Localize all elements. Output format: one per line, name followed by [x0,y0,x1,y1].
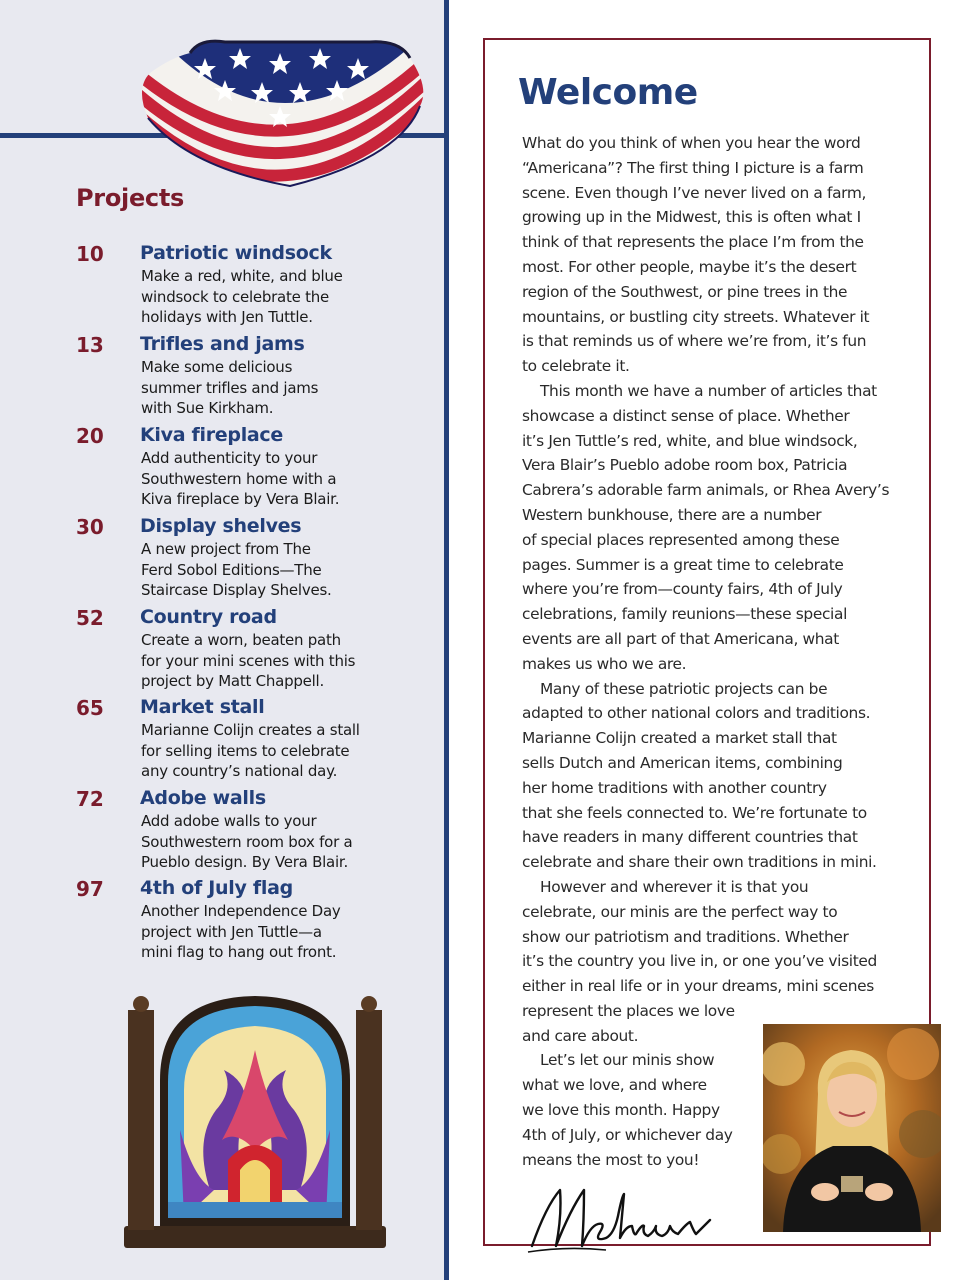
project-description: A new project from The Ferd Sobol Editions—The Staircase Display Shelves. [141,540,332,599]
project-description: Another Independence Day project with Jen Tuttle—a mini flag to hang out front. [141,902,341,961]
letter-line: and care about. [522,1026,639,1045]
letter-line: represent the places we love [522,1001,735,1020]
letter-line: 4th of July, or whichever day [522,1125,733,1144]
project-description: Marianne Colijn creates a stall for selling items to celebrate any country’s national day. [141,721,360,780]
project-page-number: 10 [76,242,104,266]
letter-line: it’s the country you live in, or one you’ve visited [522,952,877,971]
letter-line: what we love, and where [522,1076,707,1095]
project-title: Market stall [140,696,265,718]
letter-line: makes us who we are. [522,654,687,673]
letter-line: that she feels connected to. We’re fortunate to [522,803,867,822]
letter-line: events are all part of that Americana, what [522,629,839,648]
letter-line: showcase a distinct sense of place. Whether [522,406,850,425]
letter-line: What do you think of when you hear the word [522,134,861,152]
flag-bunting-icon [130,18,430,188]
letter-line: to celebrate it. [522,357,630,376]
project-description: Add authenticity to your Southwestern home with a Kiva fireplace by Vera Blair. [141,449,340,508]
stained-glass-screen-icon [124,990,386,1248]
project-page-number: 13 [76,333,104,357]
project-page-number: 20 [76,424,104,448]
project-page-number: 72 [76,787,104,811]
projects-heading: Projects [76,184,185,212]
letter-line: Vera Blair’s Pueblo adobe room box, Patricia [522,456,848,475]
letter-line: we love this month. Happy [522,1101,720,1120]
letter-line: Let’s let our minis show [540,1051,715,1070]
project-description: Add adobe walls to your Southwestern room box for a Pueblo design. By Vera Blair. [141,812,353,871]
project-page-number: 97 [76,877,104,901]
project-page-number: 65 [76,696,104,720]
letter-line: think of that represents the place I’m from the [522,233,864,252]
project-title: 4th of July flag [140,877,293,899]
letter-line: pages. Summer is a great time to celebrate [522,555,844,574]
letter-line: show our patriotism and traditions. Whether [522,927,849,946]
welcome-heading: Welcome [518,72,698,113]
letter-line: Many of these patriotic projects can be [540,679,828,698]
project-description: Make some delicious summer trifles and jams with Sue Kirkham. [141,358,319,417]
project-page-number: 30 [76,515,104,539]
letter-line: Cabrera’s adorable farm animals, or Rhea Avery’s [522,481,890,500]
project-page-number: 52 [76,606,104,630]
signature-melissa [526,1176,716,1258]
project-description: Make a red, white, and blue windsock to celebrate the holidays with Jen Tuttle. [141,267,343,326]
letter-line: either in real life or in your dreams, mini scenes [522,977,874,996]
letter-line: most. For other people, maybe it’s the desert [522,257,857,276]
project-title: Trifles and jams [140,333,305,355]
project-title: Adobe walls [140,787,266,809]
letter-line: it’s Jen Tuttle’s red, white, and blue windsock, [522,431,858,450]
letter-line: her home traditions with another country [522,778,827,797]
letter-line: celebrate and share their own traditions in mini. [522,853,877,872]
letter-line: celebrate, our minis are the perfect way to [522,902,838,921]
letter-line: where you’re from—county fairs, 4th of July [522,580,843,599]
project-title: Country road [140,606,277,628]
letter-line: This month we have a number of articles that [540,381,877,400]
letter-line: adapted to other national colors and traditions. [522,704,871,723]
project-title: Kiva fireplace [140,424,283,446]
letter-line: scene. Even though I’ve never lived on a farm, [522,183,867,202]
letter-line: Marianne Colijn created a market stall that [522,729,837,748]
letter-line: sells Dutch and American items, combining [522,753,843,772]
editor-portrait-photo [763,1024,941,1232]
letter-line: However and wherever it is that you [540,877,809,896]
letter-line: of special places represented among these [522,530,840,549]
letter-line: have readers in many different countries that [522,828,858,847]
letter-line: celebrations, family reunions—these special [522,605,847,624]
letter-line: Western bunkhouse, there are a number [522,505,822,524]
letter-line: region of the Southwest, or pine trees in the [522,282,848,301]
vertical-divider [444,0,449,1280]
letter-line: growing up in the Midwest, this is often what I [522,208,861,227]
letter-line: “Americana”? The first thing I picture is a farm [522,158,864,177]
project-title: Patriotic windsock [140,242,332,264]
letter-line: is that reminds us of where we’re from, it’s fun [522,332,867,351]
project-description: Create a worn, beaten path for your mini scenes with this project by Matt Chappell. [141,631,356,690]
letter-line: means the most to you! [522,1150,700,1169]
welcome-letter-body [522,131,912,1172]
project-title: Display shelves [140,515,302,537]
letter-line: mountains, or bustling city streets. Whatever it [522,307,870,326]
